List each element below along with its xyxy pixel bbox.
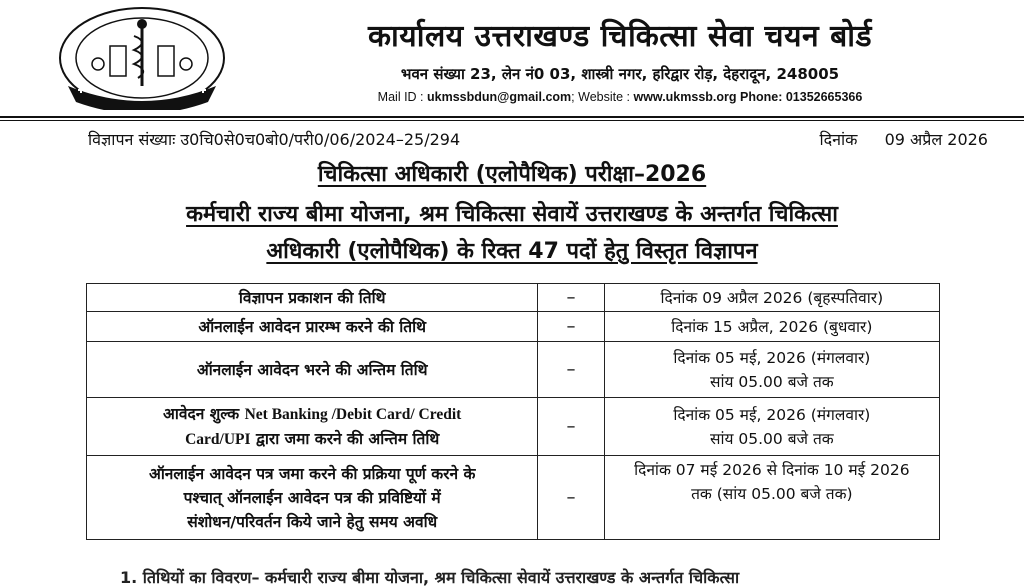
website-link[interactable]: www.ukmssb.org [633, 90, 737, 104]
table-row [87, 312, 940, 342]
mail-label: Mail ID : [377, 90, 424, 104]
date-cell [604, 398, 939, 456]
event-cell: आवेदन शुल्क Net Banking /Debit Card/ Credit Card/UPI द्वारा जमा करने की अन्तिम तिथि [87, 398, 538, 456]
board-logo [58, 6, 226, 110]
separator-cell: – [538, 312, 604, 342]
date-cell [604, 342, 939, 398]
exam-title: चिकित्सा अधिकारी (एलोपैथिक) परीक्षा–2026 [317, 162, 707, 187]
website-label: ; Website : [571, 90, 630, 104]
separator-cell: – [538, 456, 604, 540]
event-cell: ऑनलाईन आवेदन भरने की अन्तिम तिथि [87, 342, 538, 398]
event-cell: ऑनलाईन आवेदन प्रारम्भ करने की तिथि [87, 312, 538, 342]
org-address: भवन संख्या 23, लेन नं0 03, शास्त्री नगर, हरिद्वार रोड़, देहरादून, 248005 [400, 65, 840, 83]
table-row [87, 398, 940, 456]
phone-number: 01352665366 [785, 90, 863, 104]
date-cell: दिनांक 09 अप्रैल 2026 (बृहस्पतिवार) [604, 284, 939, 312]
event-cell: विज्ञापन प्रकाशन की तिथि [87, 284, 538, 312]
section-1-text: 1. तिथियों का विवरण– कर्मचारी राज्य बीमा योजना, श्रम चिकित्सा सेवायें उत्तराखण्ड के अन्तर्गत चिकित्सा [120, 568, 740, 587]
header-divider [0, 116, 1024, 118]
phone-label: Phone: [740, 90, 783, 104]
separator-cell: – [538, 398, 604, 456]
time-line: सांय 05.00 बजे तक [709, 372, 834, 391]
header-divider-thin [0, 120, 1024, 121]
table-row [87, 342, 940, 398]
time-line: सांय 05.00 बजे तक [709, 429, 834, 448]
separator-cell: – [538, 284, 604, 312]
table-row [87, 284, 940, 312]
table-row [87, 456, 940, 540]
date-label: दिनांक [819, 130, 858, 149]
advertisement-date [820, 128, 988, 150]
date-line: दिनांक 05 मई, 2026 (मंगलवार) [673, 348, 871, 367]
time-line: तक (सांय 05.00 बजे तक) [691, 485, 853, 503]
org-name: कार्यालय उत्तराखण्ड चिकित्सा सेवा चयन बोर्ड [367, 19, 873, 54]
date-line: दिनांक 05 मई, 2026 (मंगलवार) [673, 405, 871, 424]
date-cell: दिनांक 15 अप्रैल, 2026 (बुधवार) [604, 312, 939, 342]
advertisement-number: विज्ञापन संख्याः उ0चि0से0च0बो0/परी0/06/2024–25/294 [88, 130, 461, 149]
event-cell: ऑनलाईन आवेदन पत्र जमा करने की प्रक्रिया पूर्ण करने के पश्चात् ऑनलाईन आवेदन पत्र की प्रविष्टियों में संशोधन/परिवर्तन किये जाने हेतु समय अवधि [87, 456, 538, 540]
letterhead [0, 0, 1024, 116]
separator-cell: – [538, 342, 604, 398]
schedule-table [86, 283, 940, 540]
date-value: 09 अप्रैल 2026 [884, 130, 988, 149]
mail-link[interactable]: ukmssbdun@gmail.com [427, 90, 572, 104]
advert-subtitle-line1: कर्मचारी राज्य बीमा योजना, श्रम चिकित्सा सेवायें उत्तराखण्ड के अन्तर्गत चिकित्सा [186, 202, 838, 227]
date-cell [604, 456, 939, 540]
date-line: दिनांक 07 मई 2026 से दिनांक 10 मई 2026 [634, 461, 910, 479]
org-contact [300, 90, 940, 104]
advert-subtitle-line2: अधिकारी (एलोपैथिक) के रिक्त 47 पदों हेतु विस्तृत विज्ञापन [266, 239, 758, 264]
